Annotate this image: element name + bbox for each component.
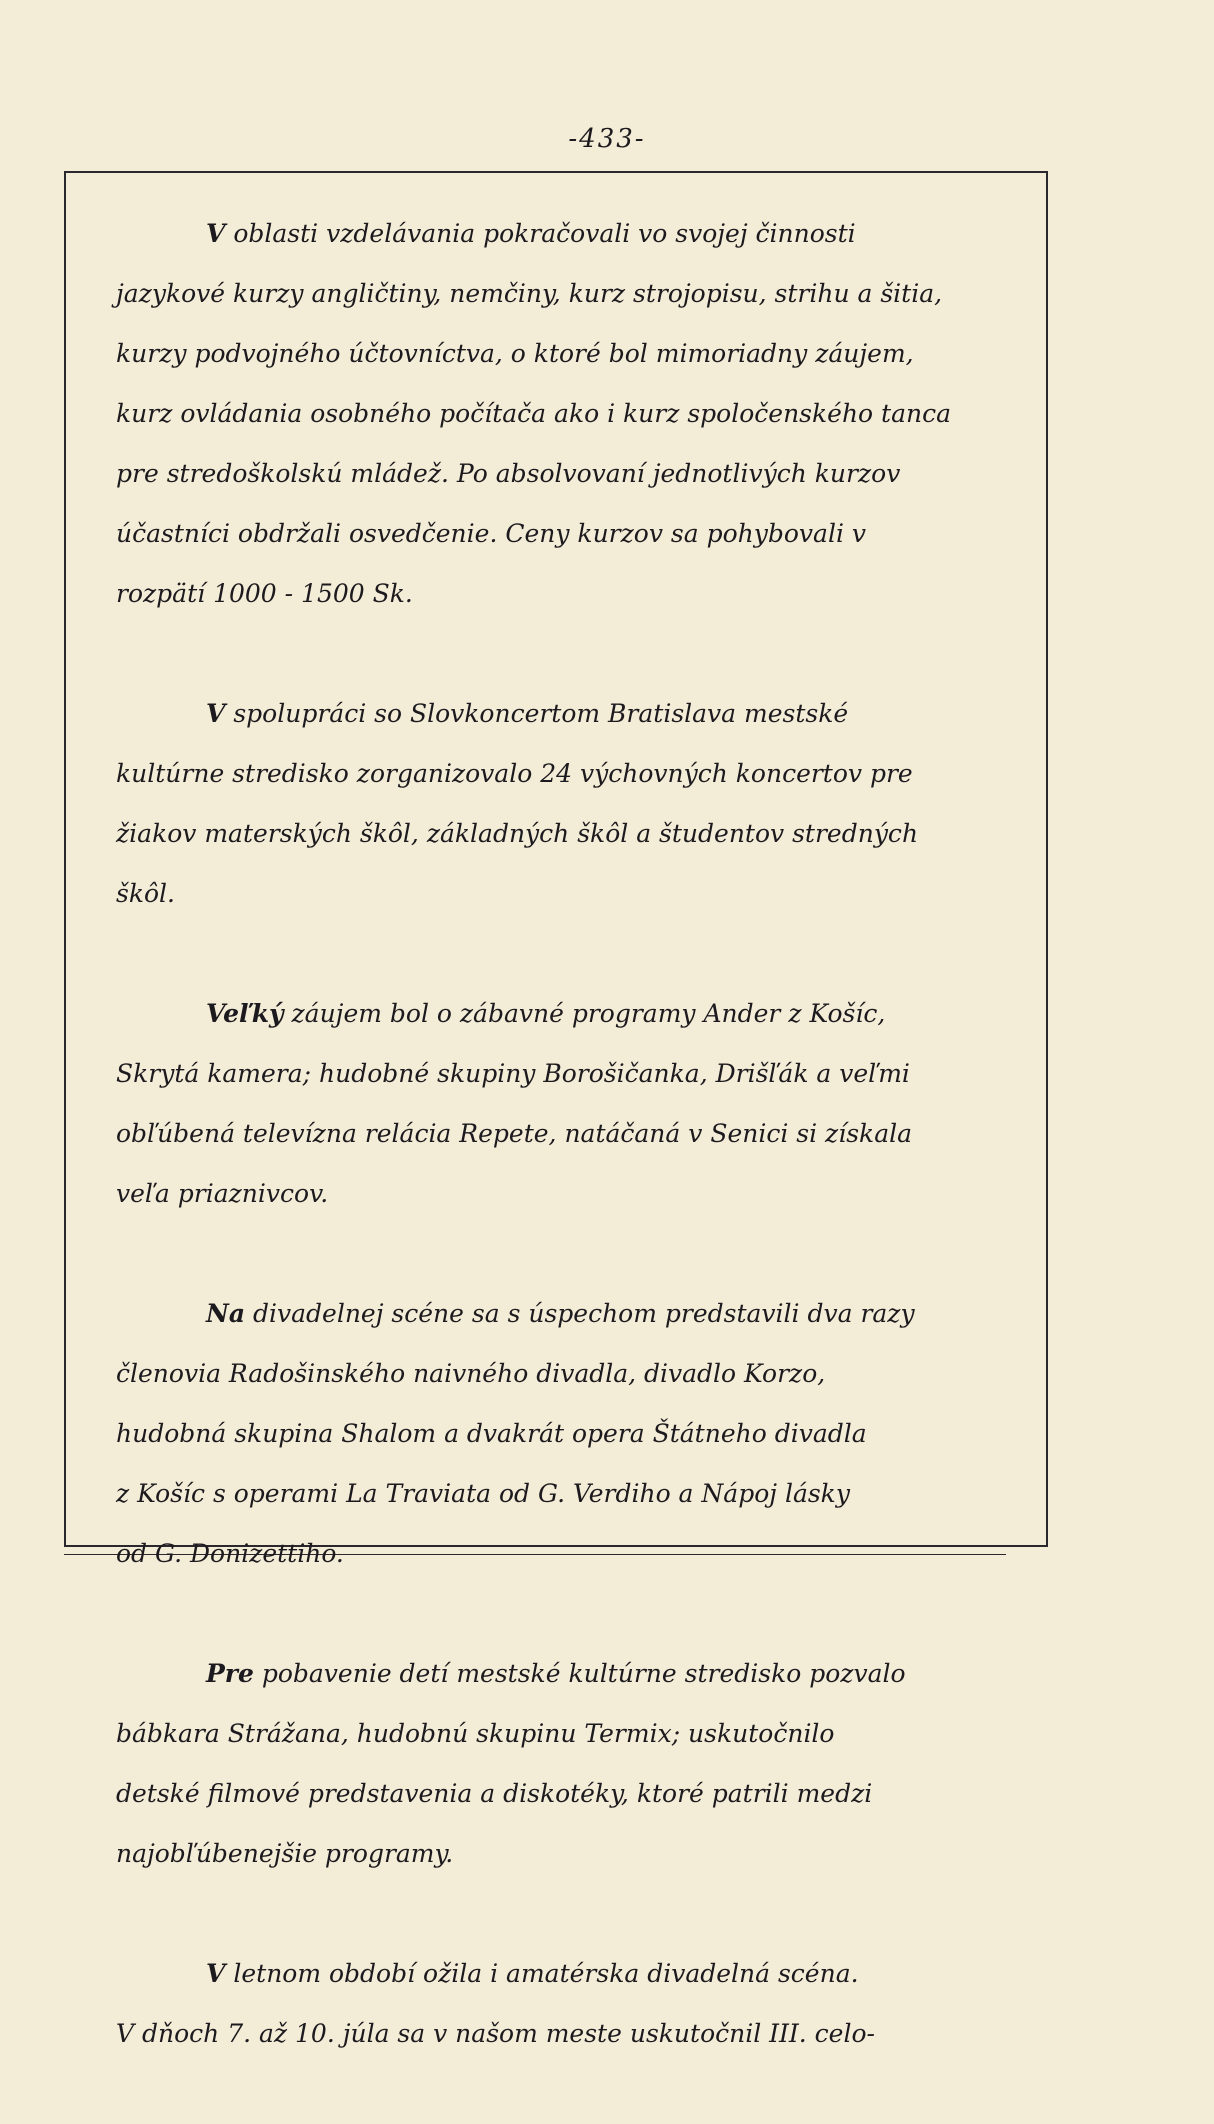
line-text: účastníci obdržali osvedčenie. Ceny kurzov sa pohybovali v [116, 519, 867, 548]
line-text: spolupráci so Slovkoncertom Bratislava mestské [225, 699, 849, 728]
line-text: veľa priaznivcov. [116, 1179, 329, 1208]
line-text: V dňoch 7. až 10. júla sa v našom meste uskutočnil III. celo- [116, 2019, 875, 2048]
text-line [116, 504, 1036, 564]
paragraph [116, 984, 1036, 1224]
text-line [116, 984, 1036, 1044]
line-text: letnom období ožila i amatérska divadelná scéna. [225, 1959, 859, 1988]
line-text: oblasti vzdelávania pokračovali vo svojej činnosti [225, 219, 856, 248]
line-text: detské filmové predstavenia a diskotéky, ktoré patrili medzi [116, 1779, 873, 1808]
text-line [116, 1944, 1036, 2004]
text-line [116, 1824, 1036, 1884]
text-line [116, 1404, 1036, 1464]
line-text: kurz ovládania osobného počítača ako i kurz spoločenského tanca [116, 399, 952, 428]
text-line [116, 1464, 1036, 1524]
page-number: -433- [568, 124, 646, 154]
paragraph [116, 204, 1036, 624]
text-line [116, 1344, 1036, 1404]
text-line [116, 264, 1036, 324]
paragraph [116, 1944, 1036, 2064]
paragraph [116, 1644, 1036, 1884]
text-line [116, 1104, 1036, 1164]
text-line [116, 804, 1036, 864]
line-text: od G. Donizettiho. [116, 1539, 344, 1568]
line-text: žiakov materských škôl, základných škôl a študentov stredných [116, 819, 919, 848]
line-text: z Košíc s operami La Traviata od G. Verdiho a Nápoj lásky [116, 1479, 850, 1508]
text-line [116, 2004, 1036, 2064]
paragraph-lead-word: V [206, 699, 226, 728]
text-line [116, 1044, 1036, 1104]
paragraph-lead-word: Na [206, 1299, 246, 1328]
text-line [116, 1284, 1036, 1344]
text-line [116, 324, 1036, 384]
line-text: divadelnej scéne sa s úspechom predstavili dva razy [245, 1299, 915, 1328]
line-text: kurzy podvojného účtovníctva, o ktoré bol mimoriadny záujem, [116, 339, 914, 368]
line-text: hudobná skupina Shalom a dvakrát opera Štátneho divadla [116, 1419, 867, 1448]
text-line [116, 684, 1036, 744]
text-line [116, 204, 1036, 264]
line-text: rozpätí 1000 - 1500 Sk. [116, 579, 413, 608]
handwritten-text-body [116, 204, 1036, 2124]
text-line [116, 444, 1036, 504]
text-line [116, 1764, 1036, 1824]
paragraph-lead-word: V [206, 1959, 226, 1988]
line-text: najobľúbenejšie programy. [116, 1839, 454, 1868]
text-line [116, 1704, 1036, 1764]
line-text: záujem bol o zábavné programy Ander z Košíc, [283, 999, 886, 1028]
text-line [116, 564, 1036, 624]
line-text: pobavenie detí mestské kultúrne stredisko pozvalo [253, 1659, 906, 1688]
line-text: jazykové kurzy angličtiny, nemčiny, kurz strojopisu, strihu a šitia, [116, 279, 943, 308]
text-line [116, 864, 1036, 924]
line-text: Skrytá kamera; hudobné skupiny Borošičanka, Drišľák a veľmi [116, 1059, 910, 1088]
line-text: bábkara Strážana, hudobnú skupinu Termix; uskutočnilo [116, 1719, 835, 1748]
text-line [116, 744, 1036, 804]
text-line [116, 1644, 1036, 1704]
text-line [116, 1164, 1036, 1224]
paragraph [116, 684, 1036, 924]
text-line [116, 1524, 1036, 1584]
paragraph-lead-word: V [206, 219, 226, 248]
line-text: obľúbená televízna relácia Repete, natáčaná v Senici si získala [116, 1119, 913, 1148]
text-line [116, 384, 1036, 444]
line-text: členovia Radošinského naivného divadla, divadlo Korzo, [116, 1359, 826, 1388]
paragraph [116, 1284, 1036, 1584]
line-text: kultúrne stredisko zorganizovalo 24 výchovných koncertov pre [116, 759, 913, 788]
paragraph-lead-word: Pre [206, 1659, 254, 1688]
line-text: pre stredoškolskú mládež. Po absolvovaní jednotlivých kurzov [116, 459, 901, 488]
line-text: škôl. [116, 879, 175, 908]
paragraph-lead-word: Veľký [206, 999, 284, 1028]
